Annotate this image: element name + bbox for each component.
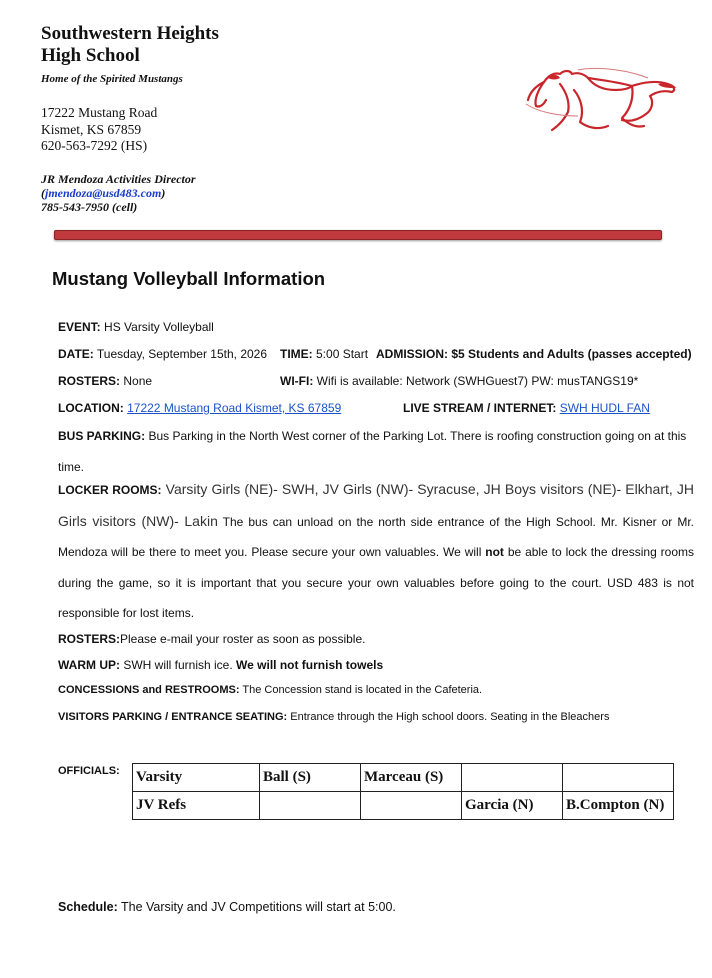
header-divider bbox=[54, 230, 662, 240]
concessions-value: The Concession stand is located in the Cafeteria. bbox=[239, 684, 483, 696]
director-name: JR Mendoza Activities Director bbox=[41, 172, 196, 186]
date-value: Tuesday, September 15th, 2026 bbox=[93, 347, 268, 361]
bus-parking-value: Bus Parking in the North West corner of the Parking Lot. There is roofing construction going on at this time. bbox=[58, 429, 687, 474]
locker-rooms-text-1: The bus can unload on the north side entrance of the High School. Mr. Kisner or Mr. Mendoza will be there to meet you. Please secure your own valuables. We will bbox=[58, 514, 694, 559]
livestream-label: LIVE STREAM / INTERNET: bbox=[403, 401, 557, 415]
table-row bbox=[133, 764, 674, 792]
schedule-row bbox=[58, 900, 396, 914]
table-cell: JV Refs bbox=[133, 792, 260, 820]
director-cell: 785-543-7950 (cell) bbox=[41, 200, 138, 214]
schedule-value: The Varsity and JV Competitions will start at 5:00. bbox=[117, 900, 396, 914]
tagline: Home of the Spirited Mustangs bbox=[41, 73, 183, 85]
table-cell: B.Compton (N) bbox=[563, 792, 674, 820]
location-label: LOCATION: bbox=[58, 401, 124, 415]
schedule-label: Schedule: bbox=[58, 900, 118, 914]
school-name-line2: High School bbox=[41, 45, 140, 66]
table-cell bbox=[260, 792, 361, 820]
livestream-row bbox=[403, 401, 650, 415]
table-row bbox=[133, 792, 674, 820]
locker-rooms-paragraph bbox=[58, 474, 694, 629]
rosters-label: ROSTERS: bbox=[58, 632, 121, 646]
location-link[interactable]: 17222 Mustang Road Kismet, KS 67859 bbox=[127, 401, 342, 415]
table-cell: Garcia (N) bbox=[462, 792, 563, 820]
table-cell bbox=[361, 792, 462, 820]
event-label: EVENT: bbox=[58, 320, 101, 334]
locker-rooms-text-2: be able to lock the dressing rooms during the game, so it is important that you secure your own valuables before going to the court. USD 483 is not responsible for lost items. bbox=[58, 545, 694, 620]
event-row bbox=[58, 320, 214, 334]
address-block bbox=[41, 105, 157, 155]
warmup-label: WARM UP: bbox=[58, 658, 120, 672]
officials-table bbox=[132, 763, 674, 820]
time-row bbox=[280, 347, 368, 361]
school-name bbox=[41, 23, 219, 67]
director-email-link[interactable]: jmendoza@usd483.com bbox=[45, 186, 162, 200]
director-email-line bbox=[41, 186, 196, 200]
table-cell bbox=[563, 764, 674, 792]
time-value: 5:00 Start bbox=[312, 347, 369, 361]
time-label: TIME: bbox=[280, 347, 313, 361]
phone: 620-563-7292 (HS) bbox=[41, 138, 148, 153]
visitors-row bbox=[58, 711, 609, 723]
bus-parking-paragraph bbox=[58, 421, 694, 482]
rosters-row bbox=[58, 632, 365, 646]
warmup-row bbox=[58, 658, 383, 672]
mustang-logo-icon bbox=[518, 50, 680, 150]
address-line2: Kismet, KS 67859 bbox=[41, 121, 142, 137]
location-row bbox=[58, 401, 341, 415]
visitors-label: VISITORS PARKING / ENTRANCE SEATING: bbox=[58, 711, 288, 723]
locker-rooms-not: not bbox=[485, 545, 504, 559]
wifi-value: Wifi is available: Network (SWHGuest7) PW: musTANGS19* bbox=[313, 374, 639, 388]
bus-parking-label: BUS PARKING: bbox=[58, 429, 146, 443]
table-cell bbox=[462, 764, 563, 792]
date-label: DATE: bbox=[58, 347, 94, 361]
visitors-value: Entrance through the High school doors. Seating in the Bleachers bbox=[287, 711, 610, 723]
school-name-line1: Southwestern Heights bbox=[41, 23, 219, 44]
table-cell: Marceau (S) bbox=[361, 764, 462, 792]
table-cell: Varsity bbox=[133, 764, 260, 792]
table-cell: Ball (S) bbox=[260, 764, 361, 792]
rosters-top-value: None bbox=[120, 374, 153, 388]
rosters-top-label: ROSTERS: bbox=[58, 374, 121, 388]
locker-rooms-label: LOCKER ROOMS: bbox=[58, 483, 162, 497]
officials-label: OFFICIALS: bbox=[58, 765, 120, 777]
event-value: HS Varsity Volleyball bbox=[100, 320, 214, 334]
warmup-value: SWH will furnish ice. bbox=[120, 658, 237, 672]
concessions-row bbox=[58, 684, 482, 696]
rosters-top-row bbox=[58, 374, 152, 388]
locker-rooms-assignments: Varsity Girls (NE)- SWH, JV Girls (NW)- Syracuse, JH Boys visitors (NE)- Elkhart, JH Girls visitors (NW)- Lakin bbox=[58, 481, 694, 529]
date-row bbox=[58, 347, 267, 361]
warmup-bold-value: We will not furnish towels bbox=[236, 658, 384, 672]
page-title: Mustang Volleyball Information bbox=[52, 268, 326, 289]
address-line1: 17222 Mustang Road bbox=[41, 105, 158, 120]
email-paren-open: ( bbox=[41, 186, 45, 200]
wifi-row bbox=[280, 374, 638, 388]
email-paren-close: ) bbox=[161, 186, 166, 200]
director-block bbox=[41, 172, 196, 214]
rosters-value: Please e-mail your roster as soon as possible. bbox=[120, 632, 366, 646]
wifi-label: WI-FI: bbox=[280, 374, 314, 388]
concessions-label: CONCESSIONS and RESTROOMS: bbox=[58, 684, 240, 696]
livestream-link[interactable]: SWH HUDL FAN bbox=[559, 401, 650, 415]
admission: ADMISSION: $5 Students and Adults (passes accepted) bbox=[376, 347, 692, 361]
